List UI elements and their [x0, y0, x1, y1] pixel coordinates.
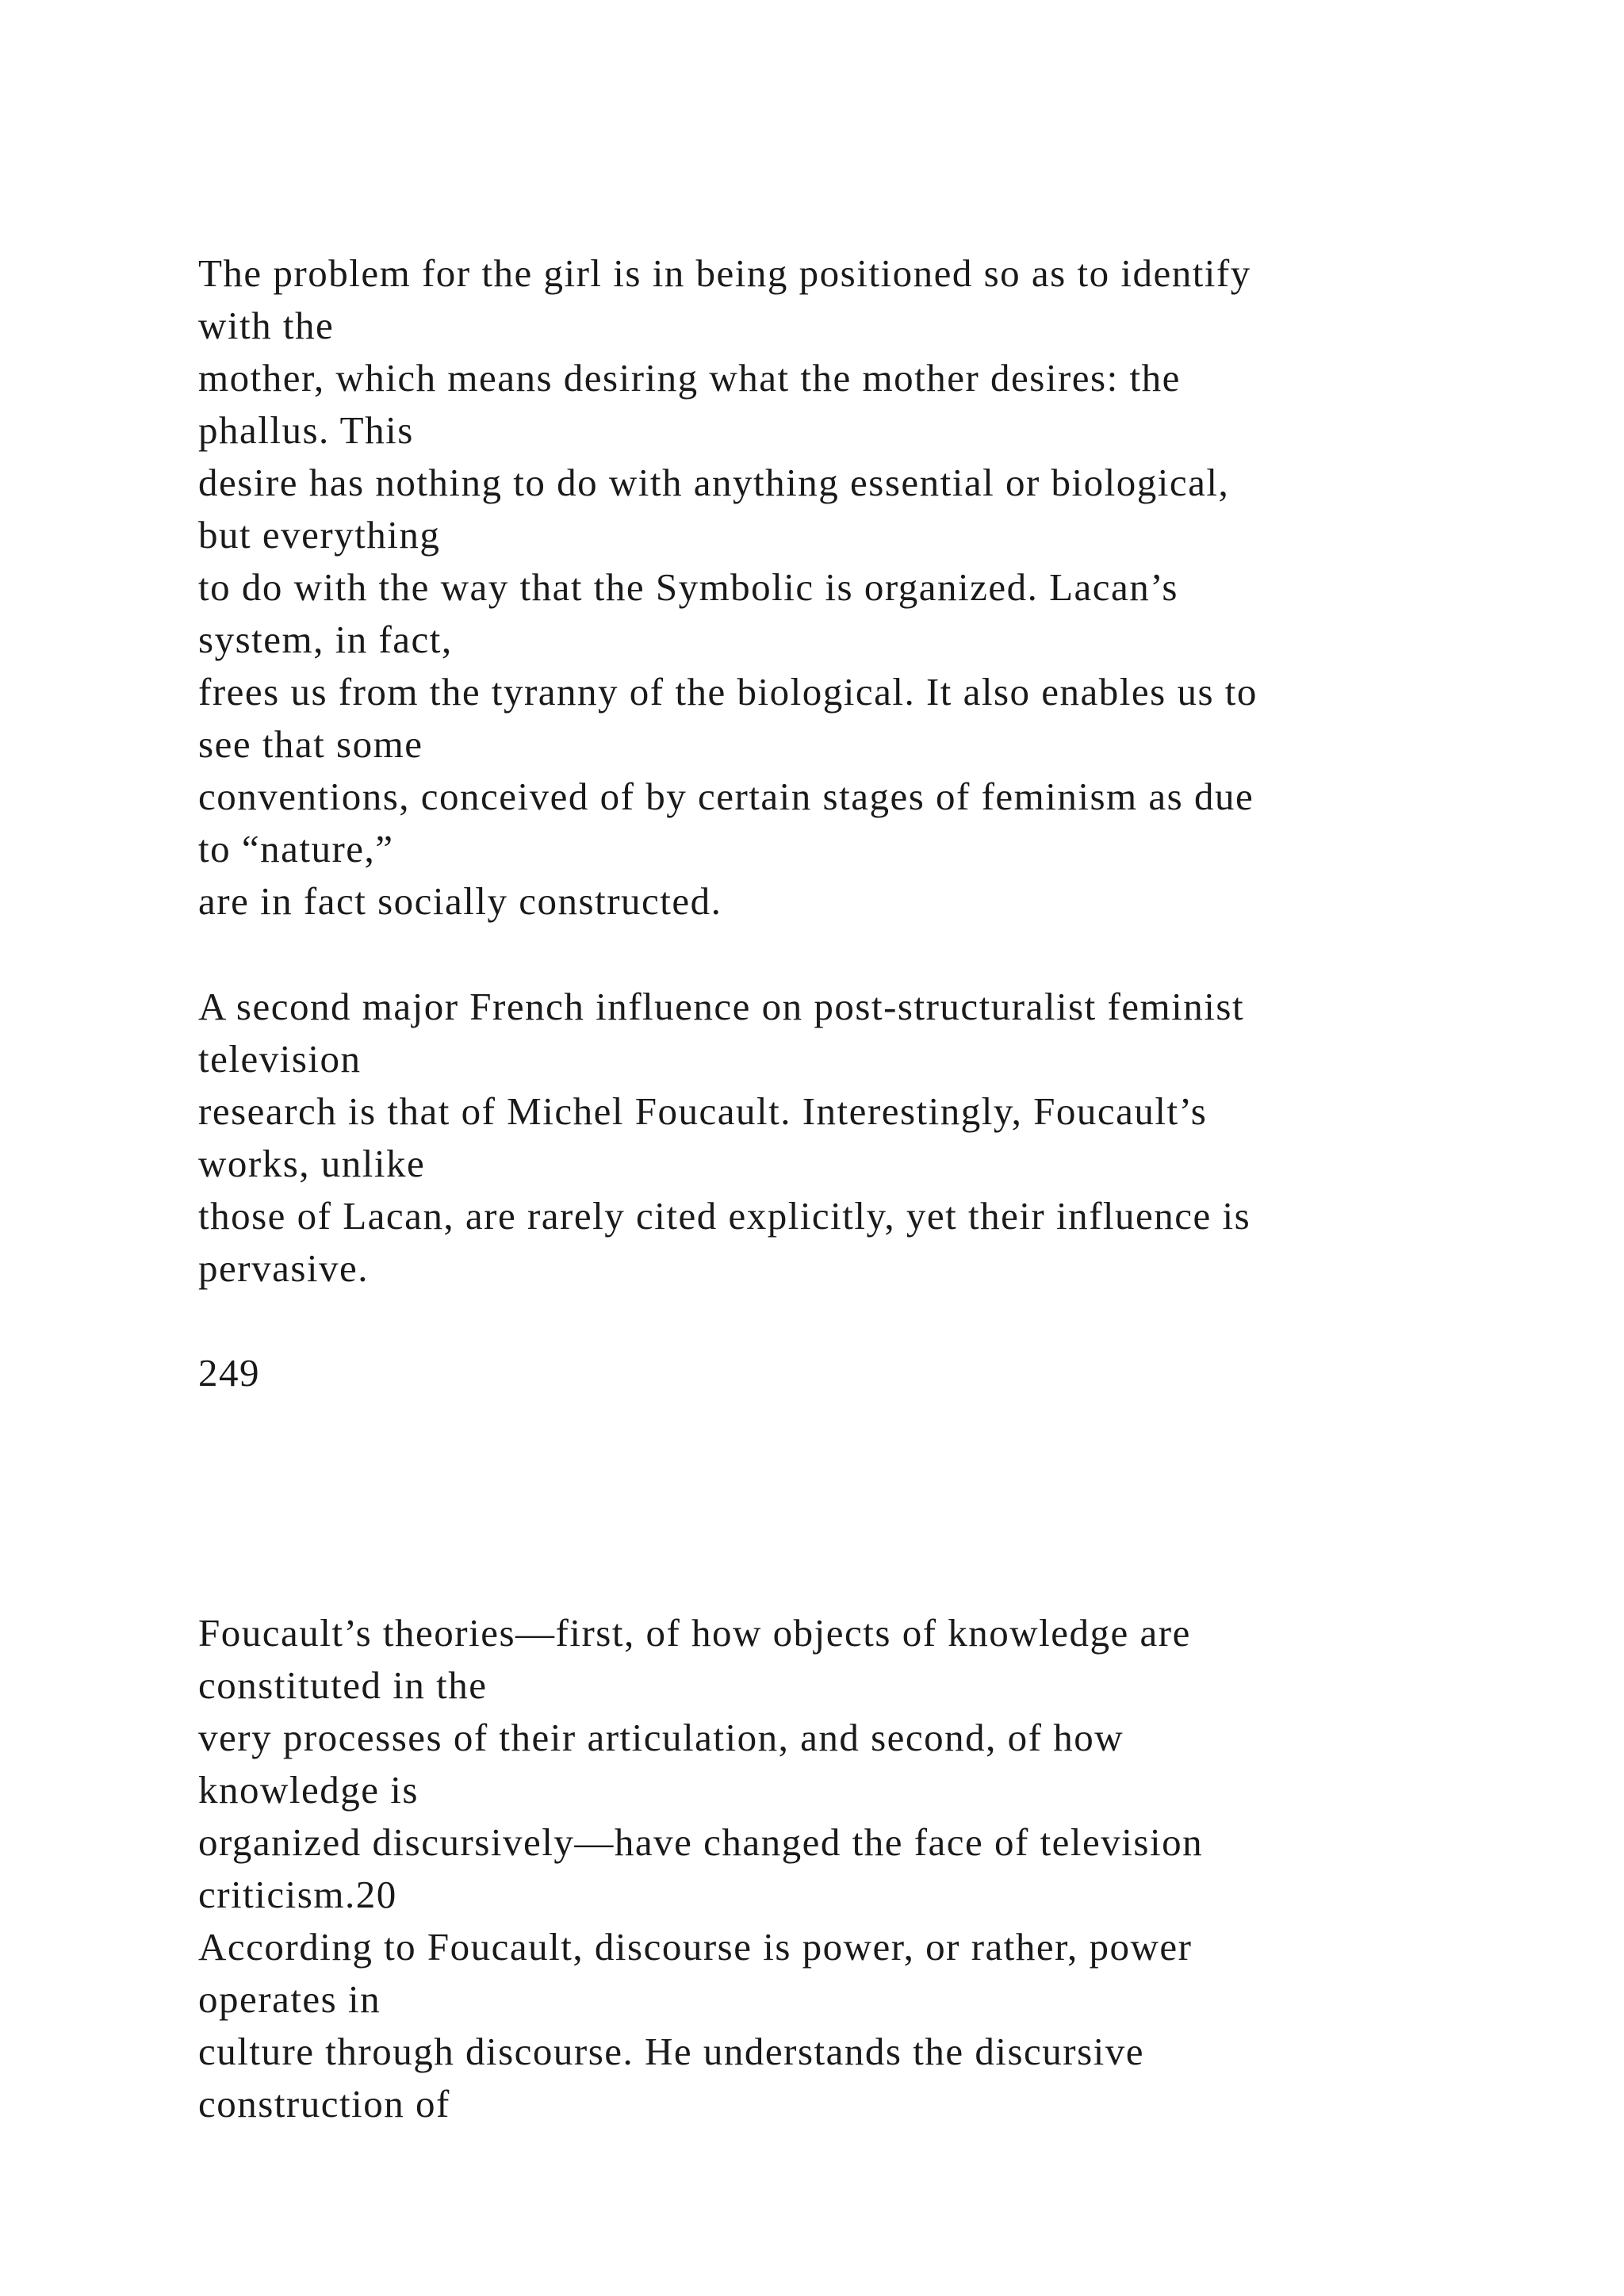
text-line: very processes of their articulation, and second, of how — [198, 1716, 1124, 1759]
text-line: pervasive. — [198, 1246, 369, 1290]
text-line: are in fact socially constructed. — [198, 879, 722, 923]
text-line: television — [198, 1037, 362, 1081]
text-line: organized discursively—have changed the face of television — [198, 1820, 1204, 1864]
page-number — [198, 1347, 1546, 1399]
text-line: to “nature,” — [198, 827, 394, 871]
text-line: mother, which means desiring what the mother desires: the — [198, 356, 1181, 400]
text-line: frees us from the tyranny of the biological. It also enables us to — [198, 670, 1258, 714]
text-line: desire has nothing to do with anything essential or biological, — [198, 461, 1230, 504]
text-line: system, in fact, — [198, 618, 453, 661]
text-line: Foucault’s theories—first, of how objects of knowledge are — [198, 1611, 1191, 1655]
text-line: with the — [198, 304, 335, 347]
text-line: phallus. This — [198, 408, 414, 452]
text-line: but everything — [198, 513, 441, 557]
text-line: The problem for the girl is in being positioned so as to identify — [198, 251, 1251, 295]
page-number-text: 249 — [198, 1351, 260, 1395]
text-line: see that some — [198, 722, 423, 766]
text-line: knowledge is — [198, 1768, 419, 1812]
paragraph-lacan — [198, 247, 1546, 928]
paragraph-foucault-theories — [198, 1607, 1546, 2130]
text-line: works, unlike — [198, 1142, 426, 1185]
text-line: According to Foucault, discourse is power, or rather, power — [198, 1925, 1193, 1969]
text-line: to do with the way that the Symbolic is organized. Lacan’s — [198, 565, 1178, 609]
text-line: conventions, conceived of by certain stages of feminism as due — [198, 775, 1254, 818]
text-line: research is that of Michel Foucault. Interestingly, Foucault’s — [198, 1089, 1208, 1133]
text-line: construction of — [198, 2082, 450, 2126]
text-line: A second major French influence on post-structuralist feminist — [198, 985, 1245, 1028]
text-line: operates in — [198, 1977, 381, 2021]
text-line: criticism.20 — [198, 1873, 397, 1916]
text-line: constituted in the — [198, 1663, 488, 1707]
text-line: those of Lacan, are rarely cited explicitly, yet their influence is — [198, 1194, 1251, 1238]
paragraph-foucault-intro — [198, 981, 1546, 1295]
text-line: culture through discourse. He understands the discursive — [198, 2030, 1145, 2073]
